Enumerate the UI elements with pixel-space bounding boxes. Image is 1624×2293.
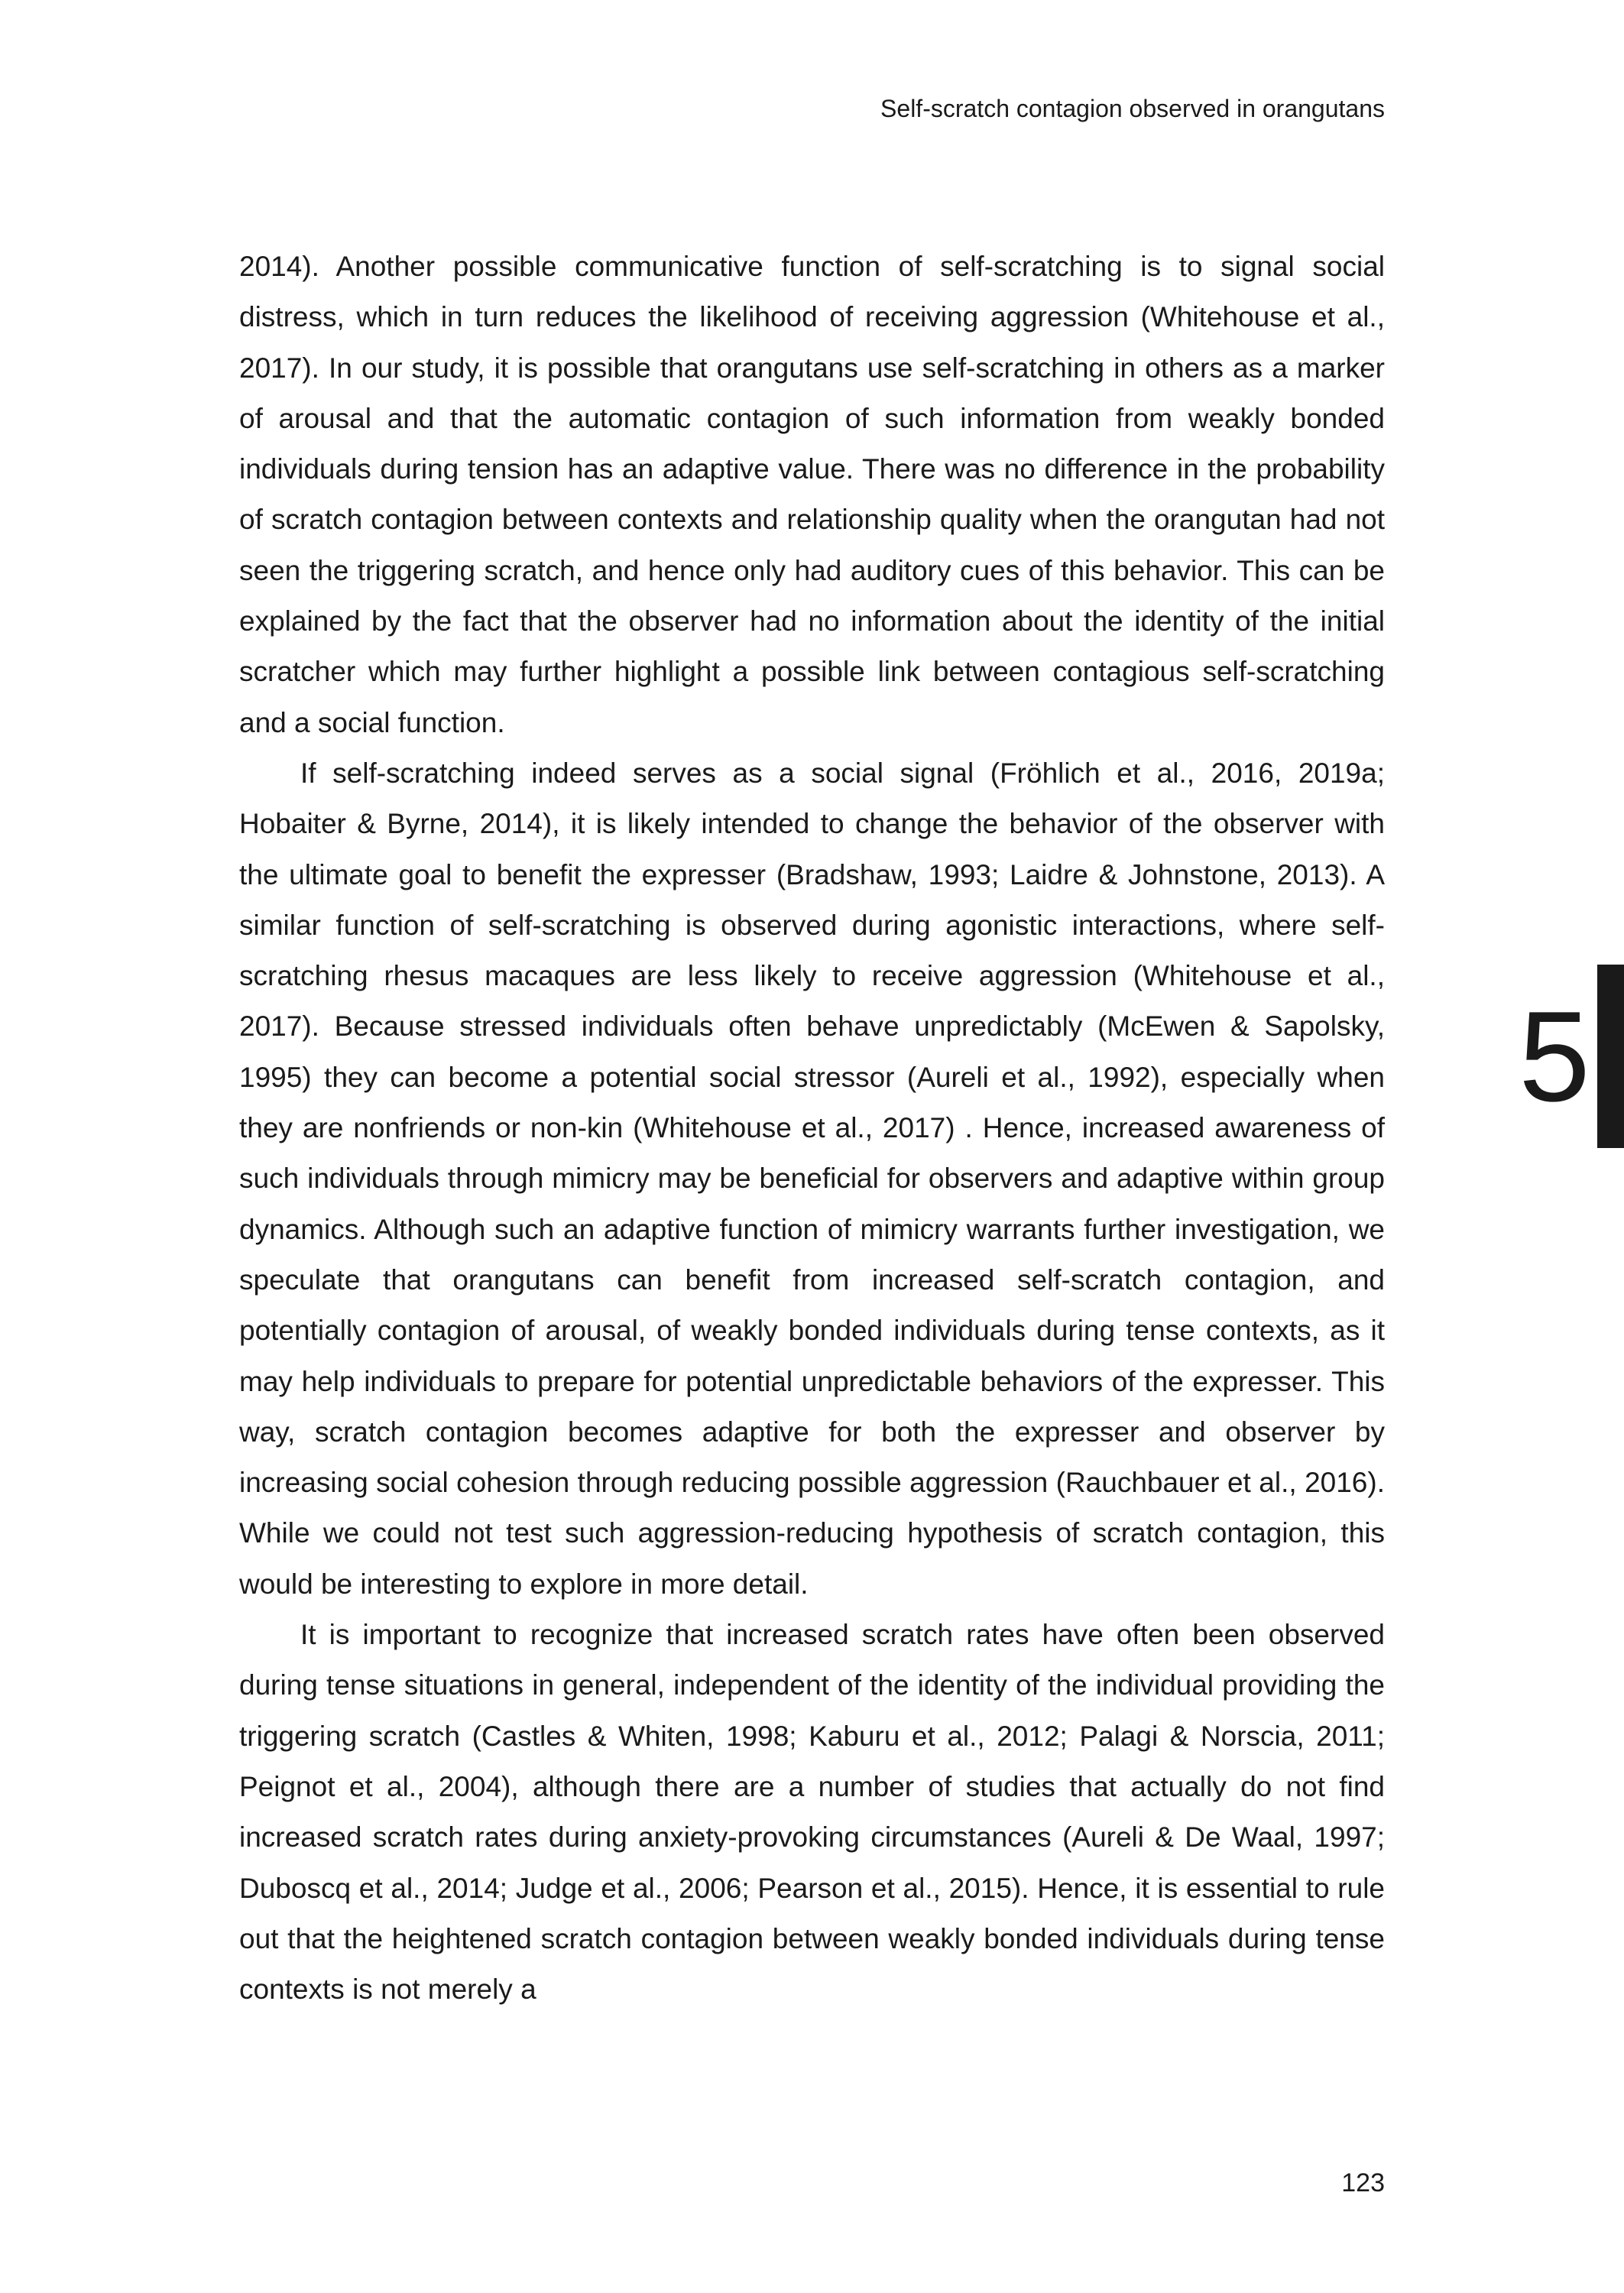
paragraph: 2014). Another possible communicative function of self-scratching is to signal social distress, which in turn reduces the likelihood of receiving aggression (Whitehouse et al., 2017). In our study, it is possible that orangutans use self-scratching in others as a marker of arousal and that the automatic contagion of such information from weakly bonded individuals during tension has an adaptive value. There was no difference in the probability of scratch contagion between contexts and relationship quality when the orangutan had not seen the triggering scratch, and hence only had auditory cues of this behavior. This can be explained by the fact that the observer had no information about the identity of the initial scratcher which may further highlight a possible link between contagious self-scratching and a social function. [239, 251, 1385, 738]
body-text [239, 242, 1385, 2015]
running-header: Self-scratch contagion observed in orangutans [880, 95, 1385, 122]
chapter-number: 5 [1519, 984, 1590, 1128]
page-number: 123 [1341, 2168, 1385, 2197]
paragraph: It is important to recognize that increased scratch rates have often been observed during tense situations in general, independent of the identity of the individual providing the triggering scratch (Castles & Whiten, 1998; Kaburu et al., 2012; Palagi & Norscia, 2011; Peignot et al., 2004), although there are a number of studies that actually do not find increased scratch rates during anxiety-provoking circumstances (Aureli & De Waal, 1997; Duboscq et al., 2014; Judge et al., 2006; Pearson et al., 2015). Hence, it is essential to rule out that the heightened scratch contagion between weakly bonded individuals during tense contexts is not merely a [239, 1619, 1385, 2006]
paragraph: If self-scratching indeed serves as a social signal (Fröhlich et al., 2016, 2019a; Hobaiter & Byrne, 2014), it is likely intended to change the behavior of the observer with the ultimate goal to benefit the expresser (Bradshaw, 1993; Laidre & Johnstone, 2013). A similar function of self-scratching is observed during agonistic interactions, where self-scratching rhesus macaques are less likely to receive aggression (Whitehouse et al., 2017). Because stressed individuals often behave unpredictably (McEwen & Sapolsky, 1995) they can become a potential social stressor (Aureli et al., 1992), especially when they are nonfriends or non-kin (Whitehouse et al., 2017) . Hence, increased awareness of such individuals through mimicry may be beneficial for observers and adaptive within group dynamics. Although such an adaptive function of mimicry warrants further investigation, we speculate that orangutans can benefit from increased self-scratch contagion, and potentially contagion of arousal, of weakly bonded individuals during tense contexts, as it may help individuals to prepare for potential unpredictable behaviors of the expresser. This way, scratch contagion becomes adaptive for both the expresser and observer by increasing social cohesion through reducing possible aggression (Rauchbauer et al., 2016). While we could not test such aggression-reducing hypothesis of scratch contagion, this would be interesting to explore in more detail. [239, 757, 1385, 1600]
chapter-thumb-tab-bar [1597, 965, 1624, 1148]
